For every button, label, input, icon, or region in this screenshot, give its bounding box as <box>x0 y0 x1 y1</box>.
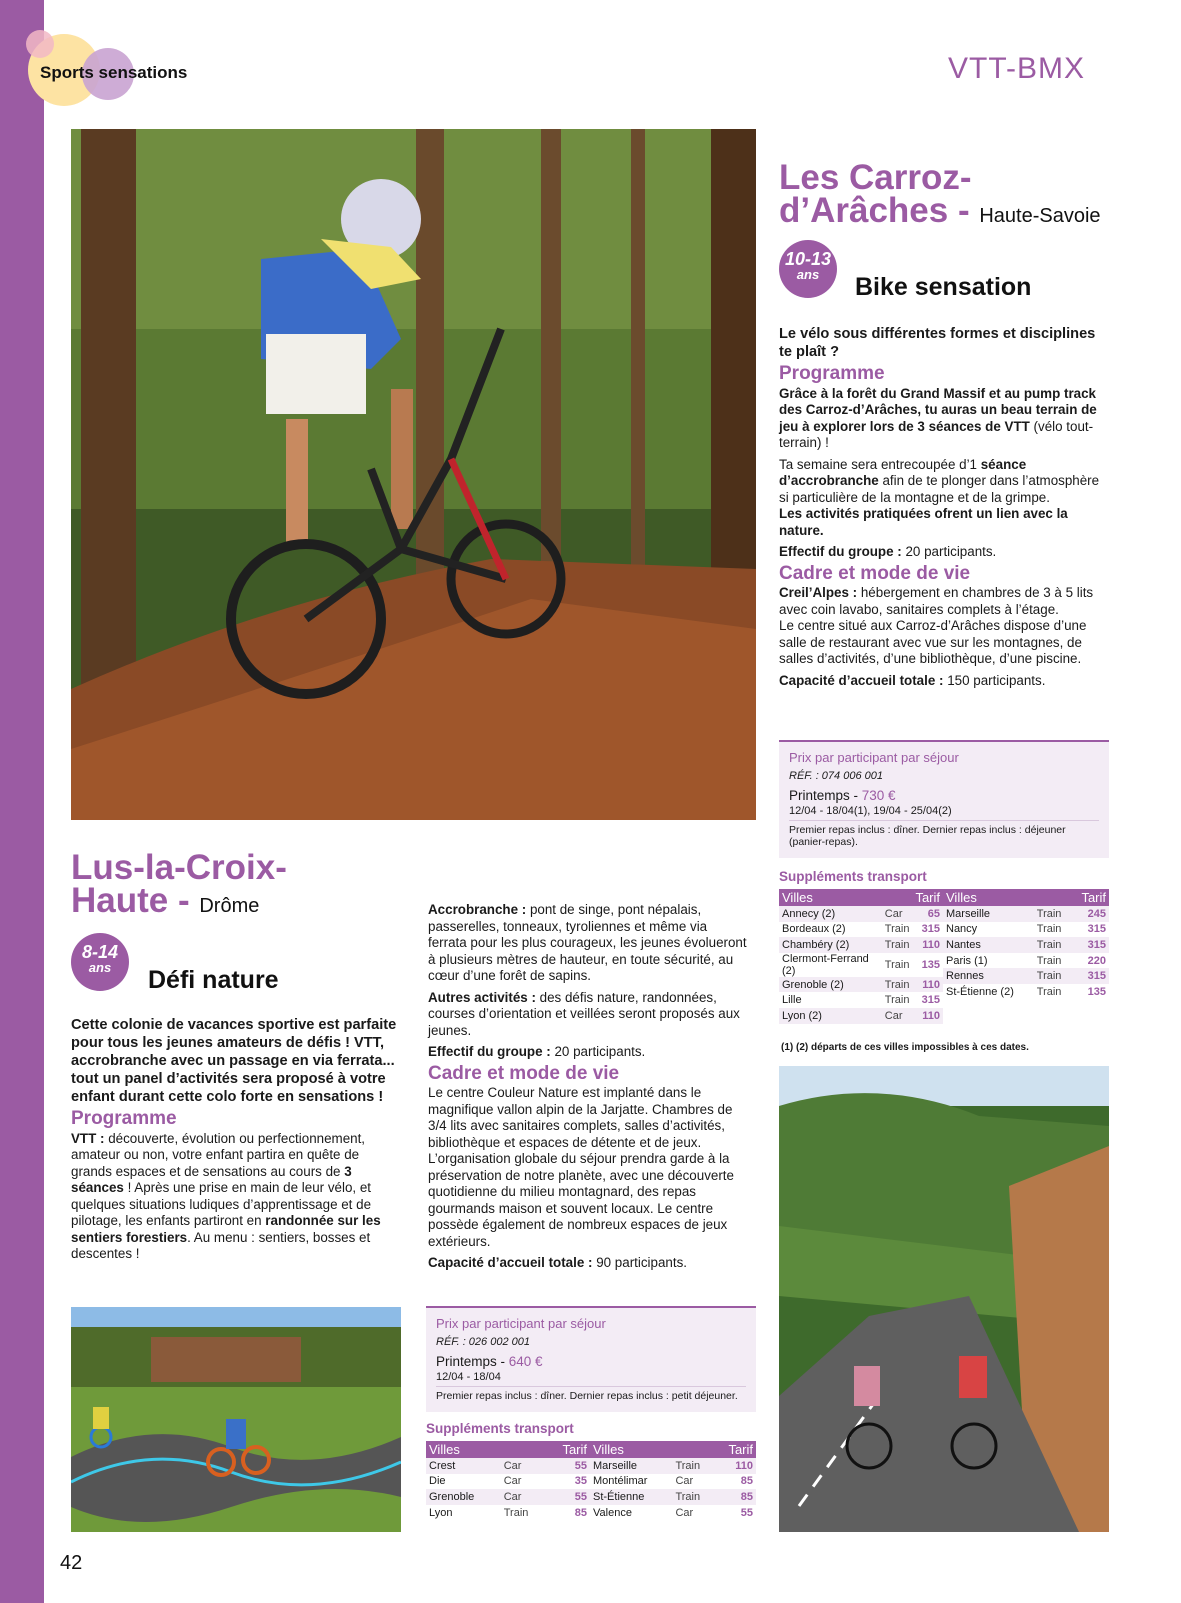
carroz-footnote: (1) (2) départs de ces villes impossibles à ces dates. <box>781 1042 1029 1053</box>
carroz-age-unit: ans <box>796 267 820 282</box>
carroz-transport-price: 245 <box>1071 906 1109 922</box>
purple-sidebar <box>0 0 44 1603</box>
carroz-capacite: Capacité d’accueil totale : 150 participants. <box>779 672 1046 688</box>
table-row <box>943 937 1109 953</box>
carroz-age-range: 10-13 <box>784 249 832 269</box>
lus-transport-mode: Car <box>501 1458 546 1474</box>
lus-transport-header <box>501 1441 546 1458</box>
lus-cadre: Le centre Couleur Nature est implanté dans le magnifique vallon alpin de la Jarjatte. Chambres de 3/4 lits avec sanitaires complets, salles d’activités, bibliothèque et espaces de détente et de jeux. L’organisation globale du séjour prendra garde à la préservation de notre planète, avec une découverte quotidienne du milieu montagnard, des repas gourmands maison et souvent locaux. Le centre possède également de nombreux espaces de jeux extérieurs. <box>428 1085 734 1249</box>
carroz-program-name: Bike sensation <box>855 273 1032 301</box>
carroz-transport-city: Lyon (2) <box>779 1008 882 1024</box>
carroz-transport-city: Marseille <box>943 906 1034 922</box>
carroz-transport-price: 315 <box>1071 968 1109 984</box>
lus-p1: VTT : découverte, évolution ou perfectionnement, amateur ou non, votre enfant partira en quête de grands espaces et de sensations au cours de 3 séances ! Après une prise en main de leur vélo, et quelques situations ludiques d’apprentissage et de pilotage, les enfants partiront en randonnée sur les sentiers forestiers. Au menu : sentiers, bosses et descentes ! <box>71 1130 381 1261</box>
lus-age-unit: ans <box>88 960 112 975</box>
lus-place: Lus-la-Croix- Haute - <box>71 848 287 920</box>
table-row <box>779 906 943 922</box>
carroz-transport-mode: Train <box>884 994 910 1007</box>
carroz-transport-city: Nantes <box>943 937 1034 953</box>
lus-transport-city: Grenoble <box>426 1489 501 1505</box>
carroz-transport-header: Villes <box>943 889 1034 906</box>
carroz-transport-mode: Train <box>882 937 913 953</box>
carroz-effectif: Effectif du groupe : 20 participants. <box>779 544 997 559</box>
carroz-programme-heading: Programme <box>779 363 885 384</box>
carroz-age-badge <box>779 240 837 298</box>
lus-transport-city: Lyon <box>429 1506 453 1519</box>
lus-transport-mode: Train <box>503 1506 529 1519</box>
lus-price-meals: Premier repas inclus : dîner. Dernier repas inclus : petit déjeuner. <box>436 1390 738 1402</box>
carroz-transport-mode: Train <box>1034 906 1072 922</box>
carroz-transport-price: 135 <box>921 958 940 971</box>
carroz-price-ref: RÉF. : 074 006 001 <box>789 770 883 782</box>
carroz-transport-title: Suppléments transport <box>779 869 927 884</box>
carroz-transport-mode: Train <box>1034 968 1072 984</box>
carroz-region: Haute-Savoie <box>979 205 1101 227</box>
table-row <box>943 984 1109 1000</box>
lus-body-right <box>428 902 748 1277</box>
carroz-transport-price: 315 <box>1087 923 1106 936</box>
table-row <box>426 1505 590 1521</box>
lus-price-box <box>426 1306 756 1412</box>
lus-transport-header: Villes <box>426 1441 501 1458</box>
lus-region: Drôme <box>199 895 260 917</box>
lus-transport-price: 85 <box>574 1506 587 1519</box>
carroz-transport-price: 110 <box>912 1008 943 1024</box>
carroz-transport-header: Tarif <box>1071 889 1109 906</box>
table-row <box>943 922 1109 938</box>
carroz-transport-city: Nancy <box>946 923 978 936</box>
carroz-price-season: Printemps - 730 € <box>789 788 896 803</box>
lus-transport-header <box>672 1441 714 1458</box>
table-row <box>779 953 943 977</box>
photo-bmx-forest <box>71 129 756 820</box>
carroz-transport-city: Chambéry (2) <box>779 937 882 953</box>
lus-transport-mode: Car <box>501 1489 546 1505</box>
lus-transport-table-right <box>590 1441 756 1520</box>
lus-transport-city: Montélimar <box>593 1475 648 1488</box>
table-row <box>943 953 1109 969</box>
carroz-transport-city: Paris (1) <box>946 954 988 967</box>
lus-transport-price: 110 <box>714 1458 756 1474</box>
lus-body-left <box>71 1016 401 1268</box>
carroz-transport-table-left <box>779 889 943 1024</box>
carroz-transport-price: 315 <box>921 994 940 1007</box>
lus-transport-header: Villes <box>590 1441 672 1458</box>
lus-programme-heading: Programme <box>71 1108 177 1129</box>
lus-price-dates: 12/04 - 18/04 <box>436 1371 746 1387</box>
lus-transport-city: Crest <box>426 1458 501 1474</box>
carroz-transport-price: 65 <box>912 906 943 922</box>
carroz-title <box>779 158 1139 233</box>
lus-transport-city: Valence <box>593 1506 632 1519</box>
lus-program-name: Défi nature <box>148 966 279 994</box>
carroz-transport-mode: Train <box>882 977 913 993</box>
carroz-transport-mode: Train <box>884 958 910 971</box>
carroz-transport-mode: Train <box>1036 954 1062 967</box>
table-row <box>779 922 943 938</box>
carroz-transport-header <box>1034 889 1072 906</box>
carroz-transport-city: Bordeaux (2) <box>782 923 846 936</box>
lus-cadre-heading: Cadre et mode de vie <box>428 1062 620 1084</box>
carroz-transport-city: Grenoble (2) <box>779 977 882 993</box>
lus-price-title: Prix par participant par séjour <box>436 1316 606 1331</box>
lus-title <box>71 848 431 923</box>
table-row <box>426 1474 590 1490</box>
lus-accrobranche: Accrobranche : pont de singe, pont népalais, passerelles, tonneaux, tyroliennes et même via ferrata pour les plus courageux, les jeunes évolueront à plusieurs mètres de hauteur, en toute sécurité, au cœur d’une forêt de sapins. <box>428 902 747 983</box>
carroz-p1: Grâce à la forêt du Grand Massif et au pump track des Carroz-d’Arâches, tu auras un beau terrain de jeu à explorer lors de 3 séances de VTT (vélo tout-terrain) ! <box>779 385 1097 450</box>
carroz-transport-price: 315 <box>1071 937 1109 953</box>
section-badge-label: Sports sensations <box>40 63 188 82</box>
carroz-transport-price: 220 <box>1087 954 1106 967</box>
carroz-transport-mode: Train <box>1034 937 1072 953</box>
carroz-transport-city: Clermont-Ferrand (2) <box>782 952 869 977</box>
table-row <box>590 1489 756 1505</box>
carroz-transport-mode: Car <box>882 1008 913 1024</box>
topic-title: VTT-BMX <box>947 52 1085 85</box>
lus-transport-price: 85 <box>740 1475 753 1488</box>
lus-transport-header: Tarif <box>545 1441 590 1458</box>
carroz-price-title: Prix par participant par séjour <box>789 750 959 765</box>
lus-transport-price: 85 <box>714 1489 756 1505</box>
lus-transport-price: 55 <box>740 1506 753 1519</box>
carroz-price-box <box>779 740 1109 858</box>
table-row <box>426 1458 590 1474</box>
lus-transport-city: Die <box>429 1475 446 1488</box>
lus-price-ref: RÉF. : 026 002 001 <box>436 1336 530 1348</box>
lus-autres: Autres activités : des défis nature, randonnées, courses d’orientation et veillées seront proposés aux jeunes. <box>428 989 740 1038</box>
table-row <box>779 977 943 993</box>
lus-effectif: Effectif du groupe : 20 participants. <box>428 1044 646 1059</box>
table-row <box>426 1489 590 1505</box>
carroz-transport-price: 110 <box>912 977 943 993</box>
carroz-price-meals: Premier repas inclus : dîner. Dernier repas inclus : déjeuner (panier-repas). <box>789 824 1066 848</box>
carroz-transport-mode: Car <box>882 906 913 922</box>
carroz-transport-header: Tarif <box>912 889 943 906</box>
badge-circle-pink <box>26 30 54 58</box>
carroz-transport-table-right <box>943 889 1109 1000</box>
carroz-transport-mode: Train <box>1036 985 1062 998</box>
table-row <box>590 1474 756 1490</box>
lus-transport-mode: Car <box>675 1475 694 1488</box>
lus-transport-city: St-Étienne <box>590 1489 672 1505</box>
carroz-transport-price: 135 <box>1087 985 1106 998</box>
carroz-transport-price: 110 <box>912 937 943 953</box>
lus-transport-mode: Train <box>672 1489 714 1505</box>
lus-price-season: Printemps - 640 € <box>436 1354 543 1369</box>
lus-transport-price: 35 <box>574 1475 587 1488</box>
lus-transport-price: 55 <box>545 1458 590 1474</box>
table-row <box>943 906 1109 922</box>
table-row <box>590 1505 756 1521</box>
carroz-transport-city: Rennes <box>943 968 1034 984</box>
carroz-transport-header: Villes <box>779 889 882 906</box>
lus-transport-mode: Car <box>503 1475 522 1488</box>
carroz-transport-city: Lille <box>782 994 802 1007</box>
carroz-transport-city: St-Étienne (2) <box>946 985 1014 998</box>
lus-intro: Cette colonie de vacances sportive est parfaite pour tous les jeunes amateurs de défis ! VTT, accrobranche avec un passage en via ferrata... tout un panel d’activités sera proposé à votre enfant durant cette colo forte en sensations ! <box>71 1017 397 1105</box>
carroz-intro: Le vélo sous différentes formes et disciplines te plaît ? <box>779 326 1096 360</box>
carroz-cadre: Creil’Alpes : hébergement en chambres de 3 à 5 lits avec coin lavabo, sanitaires complets à l’étage. Le centre situé aux Carroz-d’Arâches dispose d’une salle de restaurant avec vue sur les montagnes, de salles d’activités, d’une bibliothèque, d’une piscine. <box>779 585 1094 666</box>
lus-transport-header: Tarif <box>714 1441 756 1458</box>
section-badge <box>26 30 196 110</box>
lus-capacite: Capacité d’accueil totale : 90 participants. <box>428 1255 688 1270</box>
lus-transport-city: Marseille <box>590 1458 672 1474</box>
lus-transport-title: Suppléments transport <box>426 1421 574 1436</box>
table-row <box>779 992 943 1008</box>
lus-transport-price: 55 <box>545 1489 590 1505</box>
lus-age-range: 8-14 <box>81 942 119 962</box>
carroz-transport-header <box>882 889 913 906</box>
carroz-transport-city: Annecy (2) <box>779 906 882 922</box>
carroz-transport-mode: Train <box>1036 923 1062 936</box>
lus-age-badge <box>71 933 129 991</box>
table-row <box>779 1008 943 1024</box>
lus-transport-mode: Train <box>672 1458 714 1474</box>
carroz-p2: Ta semaine sera entrecoupée d’1 séance d’accrobranche afin de te plonger dans l’atmosphère si particulière de la montagne et de la grimpe. Les activités pratiquées ofrent un lien avec la nature. <box>779 456 1100 538</box>
lus-transport-mode: Car <box>675 1506 694 1519</box>
table-row <box>943 968 1109 984</box>
lus-transport-table-left <box>426 1441 590 1520</box>
carroz-transport-price: 315 <box>921 923 940 936</box>
table-row <box>779 937 943 953</box>
page-number: 42 <box>60 1552 83 1574</box>
carroz-cadre-heading: Cadre et mode de vie <box>779 562 971 584</box>
carroz-transport-mode: Train <box>884 923 910 936</box>
carroz-place: Les Carroz- d’Arâches - <box>779 158 972 230</box>
photo-road-cyclists <box>779 1066 1109 1532</box>
table-row <box>590 1458 756 1474</box>
carroz-body <box>779 325 1111 694</box>
carroz-price-dates: 12/04 - 18/04(1), 19/04 - 25/04(2) <box>789 805 1099 821</box>
photo-pump-track <box>71 1307 401 1532</box>
